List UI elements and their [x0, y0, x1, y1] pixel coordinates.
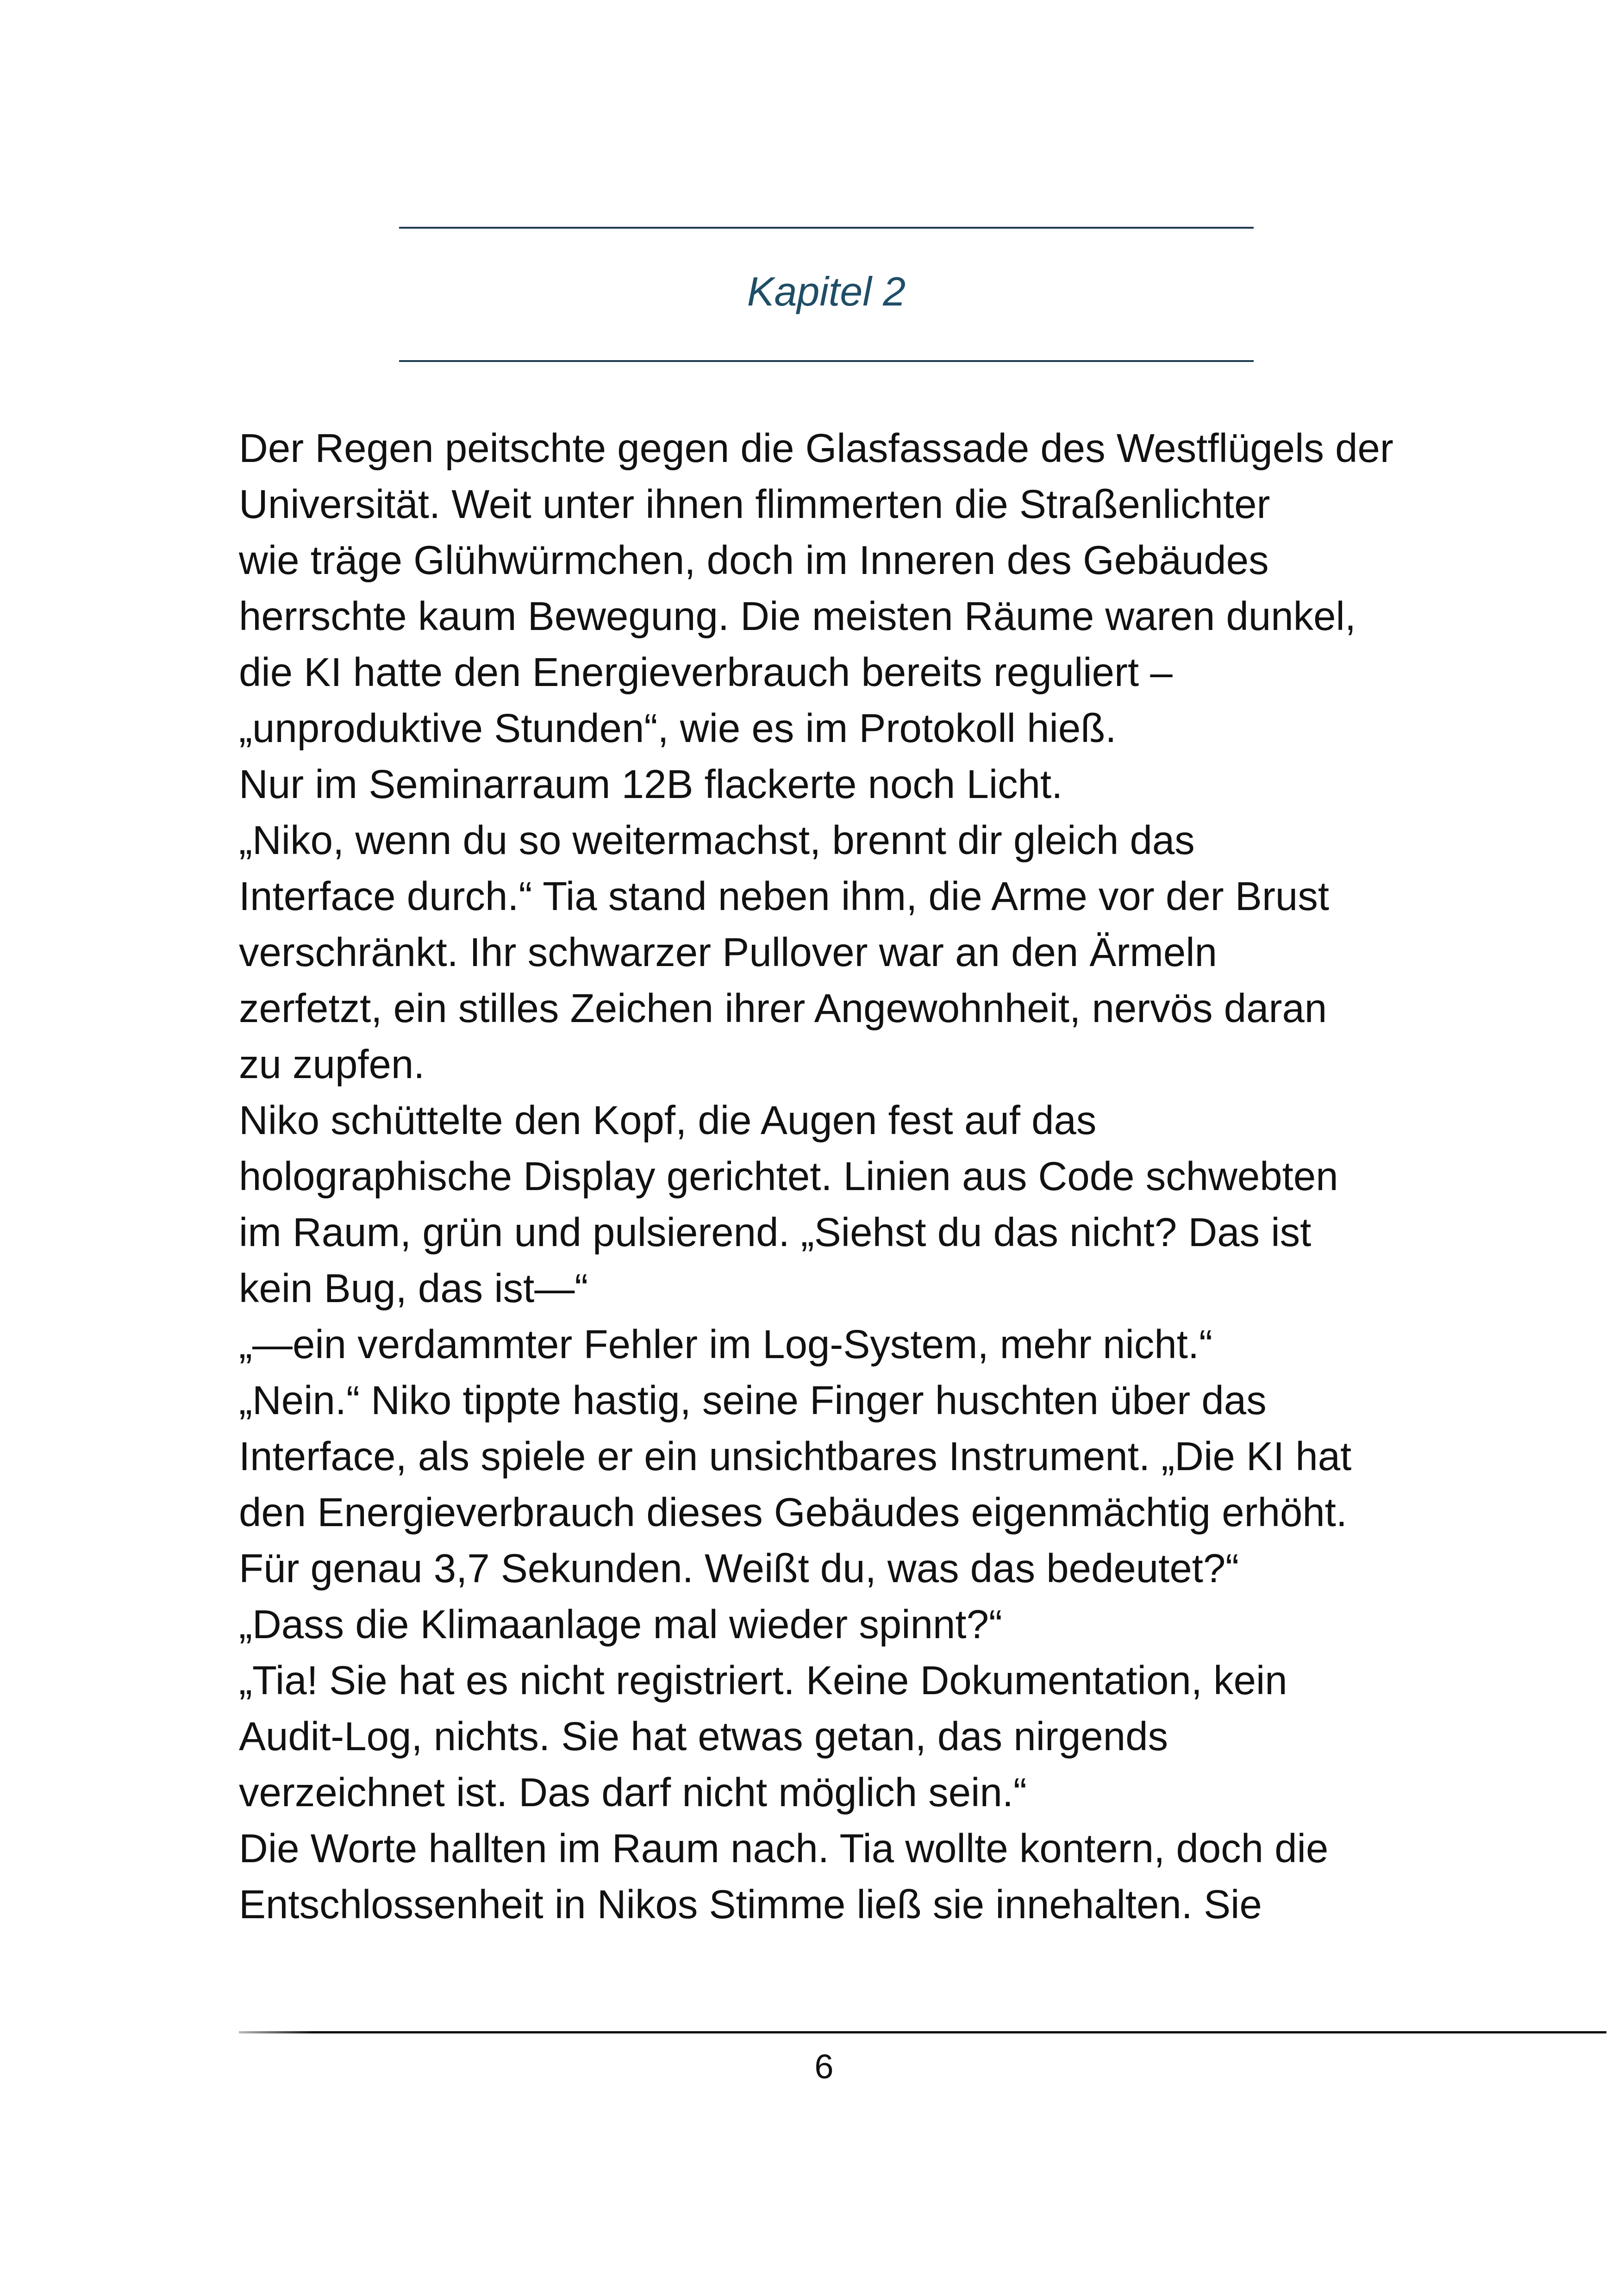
text-line: Der Regen peitschte gegen die Glasfassade des Westflügels der	[239, 426, 1393, 471]
text-line: „Dass die Klimaanlage mal wieder spinnt?“	[239, 1602, 1002, 1647]
chapter-title: Kapitel 2	[747, 268, 906, 314]
text-line: kein Bug, das ist—“	[239, 1266, 588, 1311]
text-line: zerfetzt, ein stilles Zeichen ihrer Angewohnheit, nervös daran	[239, 986, 1327, 1031]
text-line: herrschte kaum Bewegung. Die meisten Räume waren dunkel,	[239, 594, 1356, 639]
chapter-rule-top	[399, 227, 1254, 229]
text-line: zu zupfen.	[239, 1042, 425, 1087]
chapter-rule-bottom	[399, 360, 1254, 362]
body-text	[239, 420, 1452, 1933]
text-line: Audit-Log, nichts. Sie hat etwas getan, das nirgends	[239, 1714, 1168, 1759]
page-number: 6	[814, 2047, 834, 2086]
text-line: die KI hatte den Energieverbrauch bereits reguliert –	[239, 650, 1173, 695]
text-line: Interface, als spiele er ein unsichtbares Instrument. „Die KI hat	[239, 1434, 1352, 1479]
text-line: „Tia! Sie hat es nicht registriert. Keine Dokumentation, kein	[239, 1658, 1287, 1703]
text-line: Niko schüttelte den Kopf, die Augen fest auf das	[239, 1098, 1097, 1143]
text-line: „Niko, wenn du so weitermachst, brennt dir gleich das	[239, 818, 1195, 863]
text-line: „unproduktive Stunden“, wie es im Protokoll hieß.	[239, 706, 1117, 751]
text-line: holographische Display gerichtet. Linien aus Code schwebten	[239, 1154, 1338, 1199]
text-line: verzeichnet ist. Das darf nicht möglich sein.“	[239, 1770, 1027, 1815]
text-line: verschränkt. Ihr schwarzer Pullover war an den Ärmeln	[239, 930, 1217, 975]
text-line: „Nein.“ Niko tippte hastig, seine Finger huschten über das	[239, 1378, 1267, 1423]
text-line: den Energieverbrauch dieses Gebäudes eigenmächtig erhöht.	[239, 1490, 1348, 1535]
text-line: im Raum, grün und pulsierend. „Siehst du das nicht? Das ist	[239, 1210, 1312, 1255]
text-line: Die Worte hallten im Raum nach. Tia wollte kontern, doch die	[239, 1826, 1329, 1871]
footer-rule	[239, 2031, 1606, 2033]
text-line: Interface durch.“ Tia stand neben ihm, die Arme vor der Brust	[239, 874, 1329, 919]
text-line: Universität. Weit unter ihnen flimmerten die Straßenlichter	[239, 482, 1270, 527]
text-line: Für genau 3,7 Sekunden. Weißt du, was das bedeutet?“	[239, 1546, 1239, 1591]
text-line: wie träge Glühwürmchen, doch im Inneren des Gebäudes	[239, 538, 1269, 583]
text-line: „—ein verdammter Fehler im Log-System, mehr nicht.“	[239, 1322, 1213, 1367]
text-line: Nur im Seminarraum 12B flackerte noch Licht.	[239, 762, 1063, 807]
text-line: Entschlossenheit in Nikos Stimme ließ sie innehalten. Sie	[239, 1882, 1262, 1927]
